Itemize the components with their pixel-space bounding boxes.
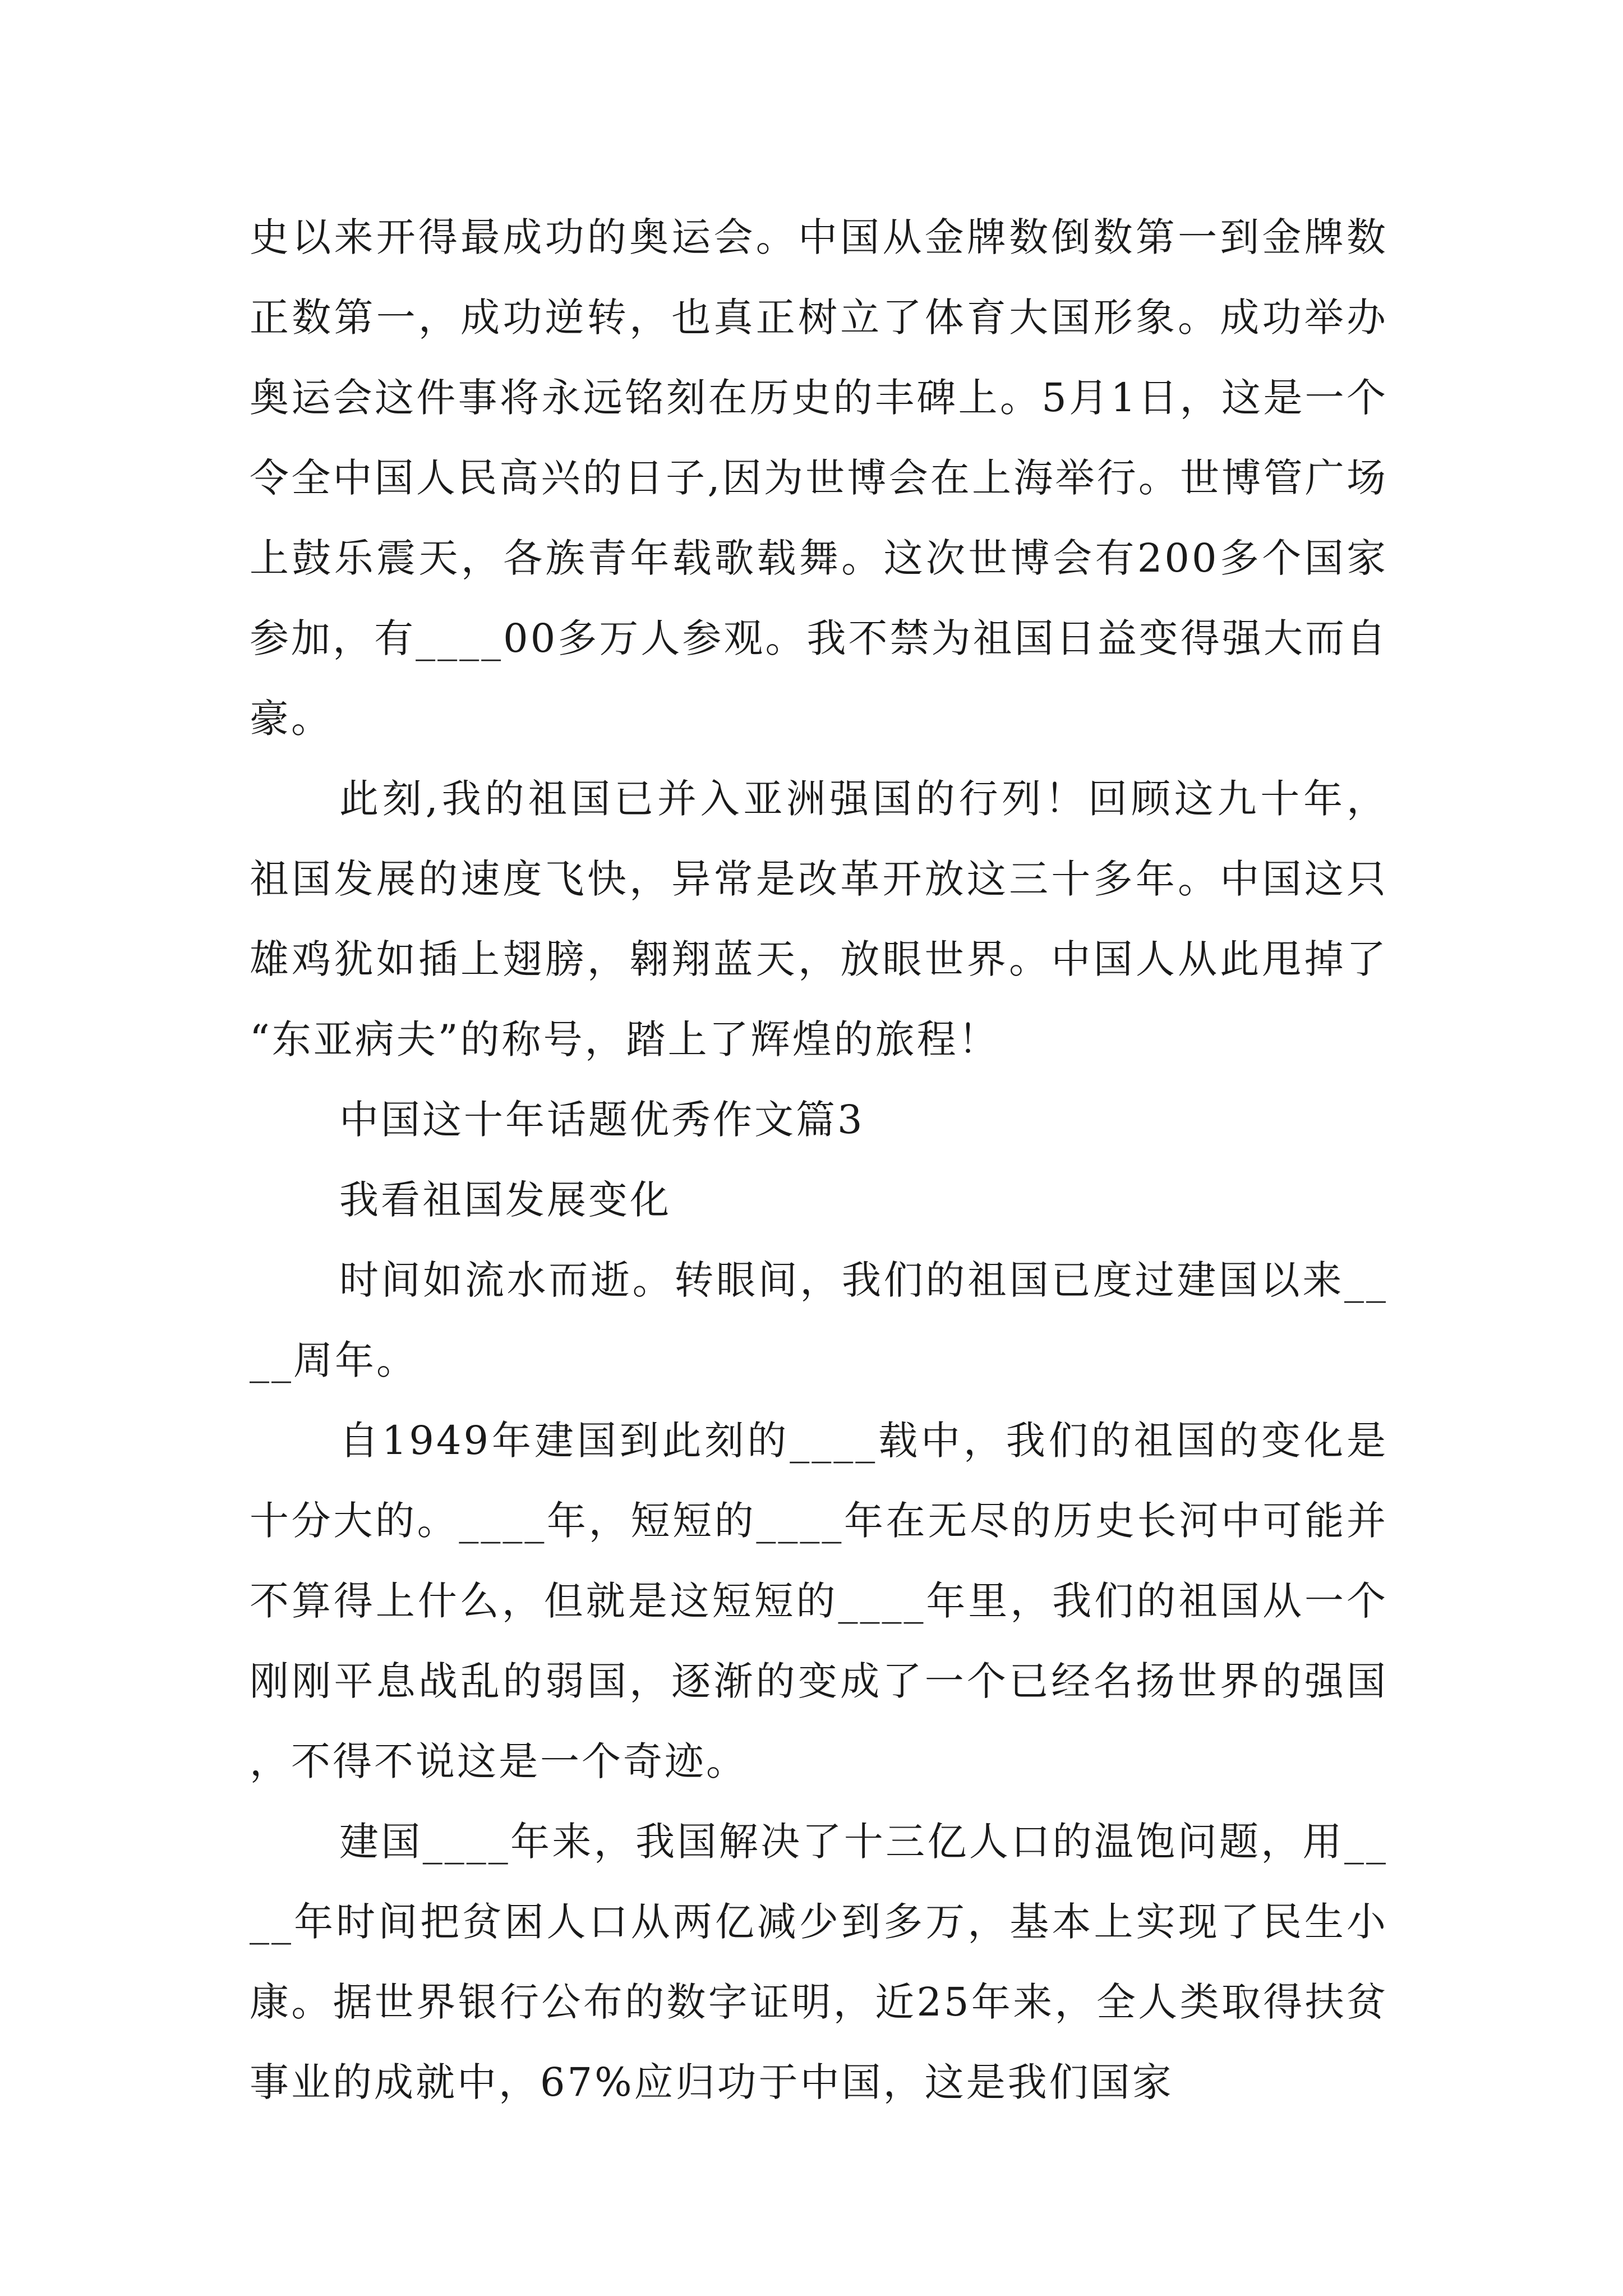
paragraph-olympics-expo: 史以来开得最成功的奥运会。中国从金牌数倒数第一到金牌数正数第一，成功逆转，也真正树立了体育大国形象。成功举办奥运会这件事将永远铭刻在历史的丰碑上。5月1日，这是一个令全中国人民高兴的日子,因为世博会在上海举行。世博管广场上鼓乐震天，各族青年载歌载舞。这次世博会有200多个国家参加，有____00多万人参观。我不禁为祖国日益变得强大而自豪。 bbox=[250, 214, 1388, 742]
paragraph-poverty-reduction: 建国____年来，我国解决了十三亿人口的温饱问题，用____年时间把贫困人口从两亿减少到多万，基本上实现了民生小康。据世界银行公布的数字证明，近25年来，全人类取得扶贫事业的成就中，67%应归功于中国，这是我们国家 bbox=[250, 1819, 1388, 2105]
paragraph-asian-power: 此刻,我的祖国已并入亚洲强国的行列！回顾这九十年，祖国发展的速度飞快，异常是改革开放这三十多年。中国这只雄鸡犹如插上翅膀，翱翔蓝天，放眼世界。中国人从此甩掉了“东亚病夫”的称号，踏上了辉煌的旅程！ bbox=[250, 776, 1388, 1062]
paragraph-since-1949: 自1949年建国到此刻的____载中，我们的祖国的变化是十分大的。____年，短短的____年在无尽的历史长河中可能并不算得上什么，但就是这短短的____年里，我们的祖国从一个刚刚平息战乱的弱国，逐渐的变成了一个已经名扬世界的强国，不得不说这是一个奇迹。 bbox=[250, 1418, 1388, 1784]
essay-heading: 中国这十年话题优秀作文篇3 bbox=[339, 1097, 865, 1143]
paragraph-time-flies: 时间如流水而逝。转眼间，我们的祖国已度过建国以来____周年。 bbox=[250, 1257, 1388, 1383]
article-body bbox=[250, 197, 1388, 2123]
essay-title: 我看祖国发展变化 bbox=[339, 1177, 671, 1223]
